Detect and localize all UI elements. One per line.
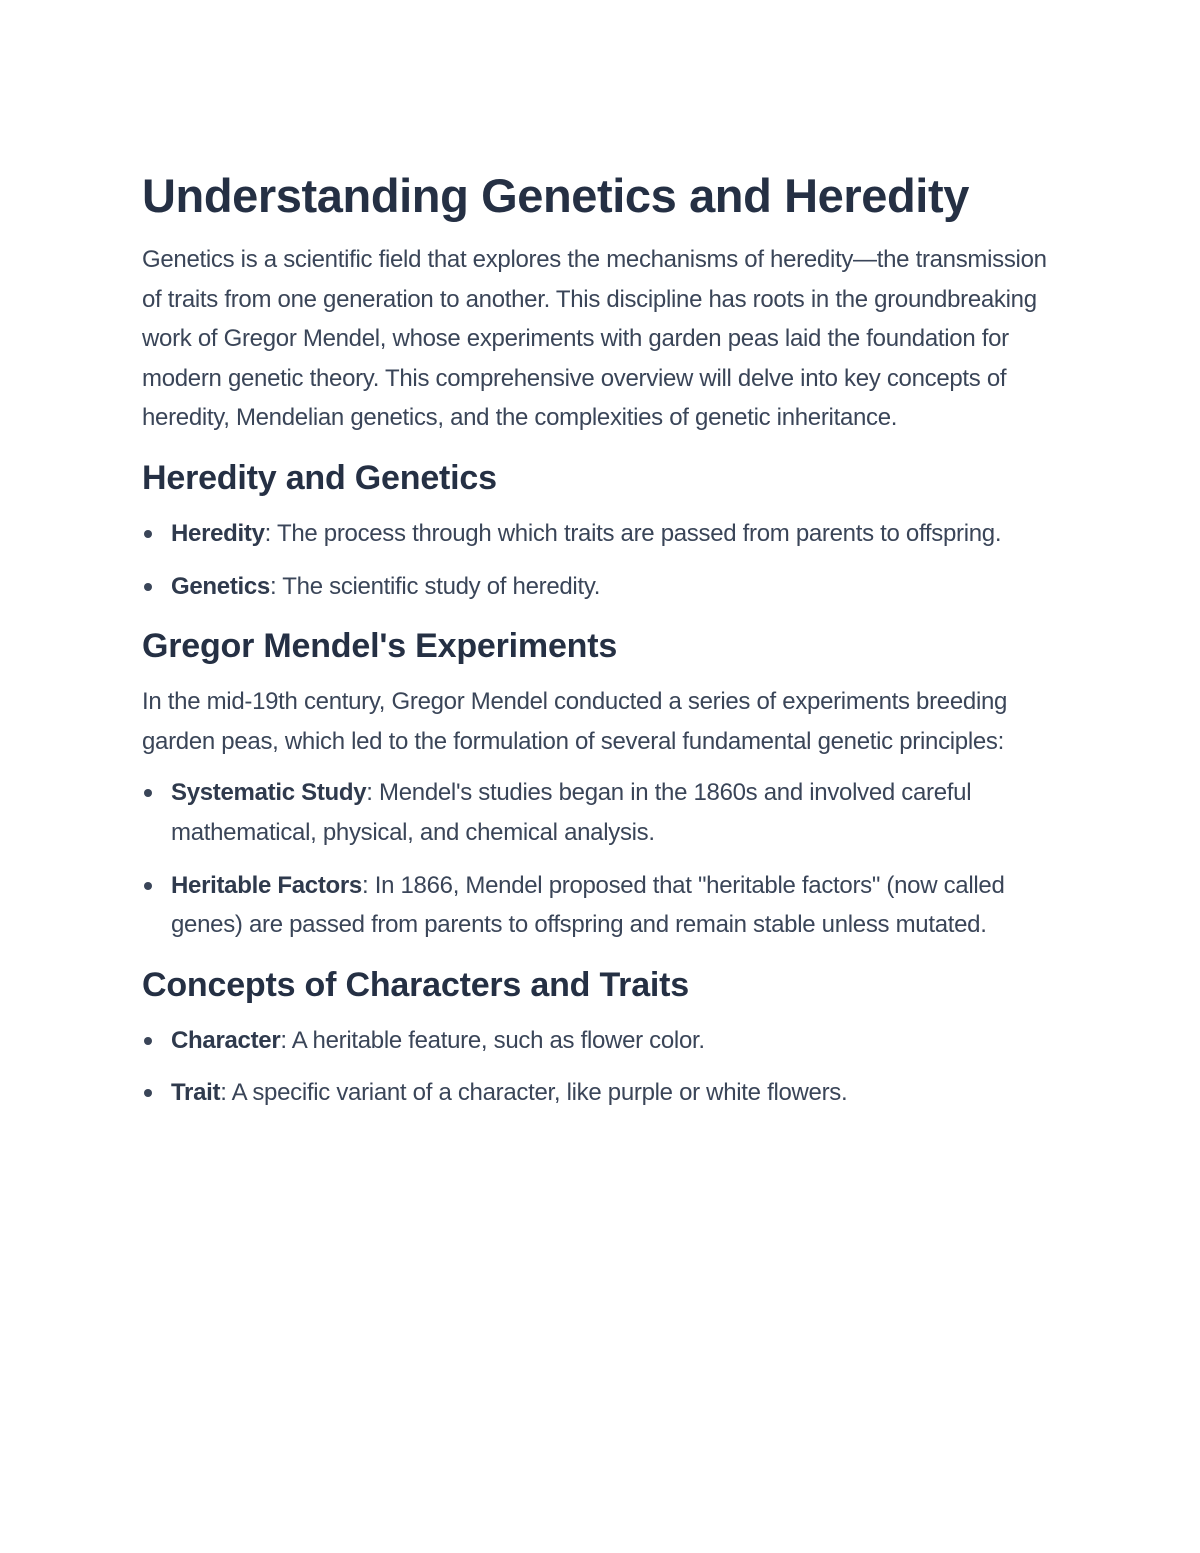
section-heading: Heredity and Genetics xyxy=(142,458,497,497)
term: Heritable Factors xyxy=(171,871,362,899)
term: Trait xyxy=(171,1079,221,1107)
definition: Mendel's studies began in the 1860s and involved careful mathematical, physical, and chemical analysis. xyxy=(171,779,972,846)
list-item xyxy=(142,567,1072,607)
term-separator: : xyxy=(366,779,380,807)
definition-list xyxy=(142,773,1072,944)
section-heading: Gregor Mendel's Experiments xyxy=(142,627,618,666)
bullet-icon xyxy=(144,583,152,591)
section-characters-traits xyxy=(142,963,1072,1113)
term-separator: : xyxy=(280,1026,292,1054)
definition: The process through which traits are passed from parents to offspring. xyxy=(276,519,1002,547)
definition-list xyxy=(142,1021,1072,1113)
term-separator: : xyxy=(269,572,283,600)
term: Heredity xyxy=(171,519,265,547)
bullet-icon xyxy=(144,1089,152,1097)
section-heredity-genetics xyxy=(142,456,1072,606)
term-separator: : xyxy=(361,871,375,899)
section-mendel-experiments xyxy=(142,624,1072,945)
list-item xyxy=(142,514,1072,554)
bullet-icon xyxy=(144,1037,152,1045)
list-item xyxy=(142,1073,1072,1113)
definition: A specific variant of a character, like purple or white flowers. xyxy=(231,1079,848,1107)
intro-paragraph: Genetics is a scientific field that explores the mechanisms of heredity—the transmission of traits from one generation to another. This discipline has roots in the groundbreaking work of Gregor Mendel, whose experiments with garden peas laid the foundation for modern genetic theory. This comprehensive overview will delve into key concepts of heredity, Mendelian genetics, and the complexities of genetic inheritance. xyxy=(142,246,1047,432)
section-paragraph: In the mid-19th century, Gregor Mendel conducted a series of experiments breeding garden peas, which led to the formulation of several fundamental genetic principles: xyxy=(142,688,1008,755)
bullet-icon xyxy=(144,530,152,538)
definition: In 1866, Mendel proposed that "heritable factors" (now called genes) are passed from parents to offspring and remain stable unless mutated. xyxy=(171,871,1005,939)
list-item xyxy=(142,773,1072,852)
bullet-icon xyxy=(144,789,152,797)
bullet-icon xyxy=(144,882,152,890)
list-item xyxy=(142,1021,1072,1061)
definition: A heritable feature, such as flower color. xyxy=(291,1026,705,1054)
term-separator: : xyxy=(264,519,277,547)
term: Genetics xyxy=(171,572,270,600)
term: Character xyxy=(171,1026,281,1054)
definition-list xyxy=(142,514,1072,606)
page-title: Understanding Genetics and Heredity xyxy=(142,169,969,222)
section-heading: Concepts of Characters and Traits xyxy=(142,965,689,1004)
definition: The scientific study of heredity. xyxy=(282,572,601,600)
list-item xyxy=(142,866,1072,945)
term-separator: : xyxy=(220,1079,232,1107)
document-page xyxy=(142,168,1072,1126)
term: Systematic Study xyxy=(171,779,367,807)
